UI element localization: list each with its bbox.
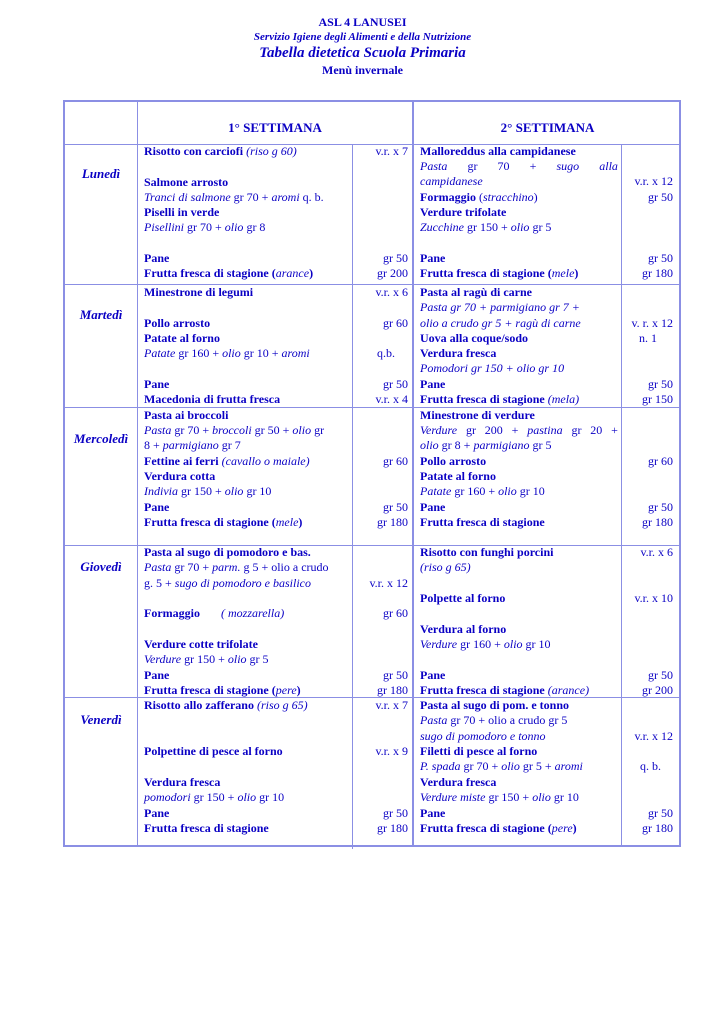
menu-item: Pane — [144, 377, 170, 391]
menu-item: Pane — [420, 668, 446, 682]
menu-item: Frutta fresca di stagione (arance) — [420, 683, 590, 697]
portion: q.b. — [377, 346, 395, 360]
ingredients: 8 + parmigiano gr 7 — [144, 438, 241, 452]
portion: v.r. x 12 — [634, 729, 673, 743]
menu-item: Uova alla coque/sodo — [420, 331, 529, 345]
portion: v.r. x 4 — [375, 392, 408, 406]
column-divider — [352, 545, 353, 697]
menu-item: Salmone arrosto — [144, 175, 229, 189]
menu-subtitle: Menù invernale — [322, 63, 403, 77]
portion: gr 200 — [642, 683, 673, 697]
menu-item: Pane — [420, 251, 446, 265]
menu-item: Malloreddus alla campidanese — [420, 144, 576, 158]
column-divider — [352, 697, 353, 849]
portion: gr 60 — [383, 454, 408, 468]
ingredients: Pisellini gr 70 + olio gr 8 — [144, 220, 266, 234]
portion: gr 60 — [383, 316, 408, 330]
menu-item: Piselli in verde — [144, 205, 220, 219]
menu-item: Verdura fresca — [420, 346, 497, 360]
portion: gr 60 — [383, 606, 408, 620]
menu-item: Patate al forno — [144, 331, 220, 345]
portion: gr 150 — [642, 392, 673, 406]
document-title: Tabella dietetica Scuola Primaria — [259, 45, 466, 61]
ingredients: Verdure miste gr 150 + olio gr 10 — [420, 790, 579, 804]
portion: gr 50 — [648, 251, 673, 265]
menu-item: Frutta fresca di stagione — [144, 821, 269, 835]
ingredients: Pomodori gr 150 + olio gr 10 — [420, 361, 565, 375]
menu-item: Polpettine di pesce al forno — [144, 744, 283, 758]
portion: gr 50 — [648, 668, 673, 682]
menu-item: Filetti di pesce al forno — [420, 744, 538, 758]
menu-item: Verdure trifolate — [420, 205, 507, 219]
menu-item: Frutta fresca di stagione (mele) — [144, 515, 303, 529]
menu-item: Pane — [420, 806, 446, 820]
org-name: ASL 4 LANUSEI — [318, 15, 407, 29]
day-wednesday: Mercoledì — [73, 431, 129, 446]
menu-item: Pasta ai broccoli — [144, 408, 229, 422]
portion: gr 50 — [383, 500, 408, 514]
menu-item: Risotto con carciofi (riso g 60) — [144, 144, 297, 158]
menu-item: Formaggio (stracchino) — [420, 190, 538, 204]
portion: v. r. x 12 — [631, 316, 673, 330]
column-divider — [137, 102, 138, 845]
menu-item: Verdura al forno — [420, 622, 507, 636]
portion: v.r. x 10 — [634, 591, 673, 605]
week-1-header: 1° SETTIMANA — [228, 120, 322, 135]
menu-item: Formaggio ( mozzarella) — [144, 606, 285, 620]
ingredients: campidanese — [420, 174, 483, 188]
column-divider — [621, 145, 622, 845]
portion: v.r. x 12 — [369, 576, 408, 590]
ingredients: (riso g 65) — [420, 560, 471, 574]
ingredients: Verdure gr 160 + olio gr 10 — [420, 637, 551, 651]
portion: gr 50 — [648, 377, 673, 391]
portion: gr 180 — [377, 683, 408, 697]
week-2-header: 2° SETTIMANA — [500, 120, 595, 135]
ingredients: Indivia gr 150 + olio gr 10 — [144, 484, 272, 498]
menu-item: Frutta fresca di stagione (arance) — [144, 266, 314, 280]
menu-item: Pane — [420, 500, 446, 514]
ingredients: Tranci di salmone gr 70 + aromi q. b. — [144, 190, 324, 204]
menu-item: Verdure cotte trifolate — [144, 637, 258, 651]
menu-item: Pasta al sugo di pom. e tonno — [420, 698, 570, 712]
portion: v.r. x 9 — [375, 744, 408, 758]
menu-item: Minestrone di verdure — [420, 408, 535, 422]
portion: gr 50 — [383, 251, 408, 265]
portion: v.r. x 7 — [375, 144, 408, 158]
portion: gr 180 — [377, 821, 408, 835]
portion: gr 50 — [383, 806, 408, 820]
column-divider — [412, 102, 414, 845]
portion: n. 1 — [639, 331, 657, 345]
ingredients: Pasta gr 70 + olio a crudo gr 5 — [420, 713, 568, 727]
ingredients: Patate gr 160 + olio gr 10 — [420, 484, 545, 498]
menu-item: Frutta fresca di stagione — [420, 515, 545, 529]
menu-item: Frutta fresca di stagione (mela) — [420, 392, 580, 406]
ingredients: Pasta gr 70 + parmigiano gr 7 + — [420, 300, 580, 314]
ingredients: olio a crudo gr 5 + ragù di carne — [420, 316, 581, 330]
menu-item: Macedonia di frutta fresca — [144, 392, 281, 406]
menu-item: Frutta fresca di stagione (mele) — [420, 266, 579, 280]
portion: gr 50 — [648, 500, 673, 514]
ingredients: Patate gr 160 + olio gr 10 + aromi — [144, 346, 310, 360]
ingredients: olio gr 8 + parmigiano gr 5 — [420, 438, 552, 452]
day-friday: Venerdì — [80, 712, 122, 727]
day-thursday: Giovedì — [80, 559, 122, 574]
ingredients: P. spada gr 70 + olio gr 5 + aromi — [420, 759, 583, 773]
ingredients: Pasta gr 70 + broccoli gr 50 + olio gr — [144, 423, 325, 437]
portion: v.r. x 6 — [640, 545, 673, 559]
ingredients: Pasta gr 70 + sugo alla — [420, 159, 618, 173]
day-tuesday: Martedì — [79, 307, 123, 322]
portion: gr 50 — [648, 806, 673, 820]
menu-item: Verdura fresca — [144, 775, 221, 789]
menu-item: Polpette al forno — [420, 591, 506, 605]
portion: v.r. x 12 — [634, 174, 673, 188]
menu-item: Pasta al ragù di carne — [420, 285, 532, 299]
service-name: Servizio Igiene degli Alimenti e della Nutrizione — [253, 31, 472, 43]
menu-item: Pane — [144, 668, 170, 682]
portion: gr 180 — [642, 266, 673, 280]
column-divider — [352, 145, 353, 284]
menu-item: Patate al forno — [420, 469, 496, 483]
menu-item: Frutta fresca di stagione (pere) — [420, 821, 577, 835]
menu-item: Pollo arrosto — [420, 454, 487, 468]
menu-item: Frutta fresca di stagione (pere) — [144, 683, 301, 697]
portion: gr 50 — [648, 190, 673, 204]
menu-item: Verdura fresca — [420, 775, 497, 789]
portion: gr 180 — [642, 515, 673, 529]
menu-table — [63, 100, 681, 847]
menu-item: Pane — [420, 377, 446, 391]
menu-item: Verdura cotta — [144, 469, 216, 483]
ingredients: sugo di pomodoro e tonno — [420, 729, 546, 743]
ingredients: Zucchine gr 150 + olio gr 5 — [420, 220, 552, 234]
column-divider — [352, 407, 353, 545]
portion: v.r. x 7 — [375, 698, 408, 712]
ingredients: Verdure gr 150 + olio gr 5 — [144, 652, 269, 666]
menu-item: Pane — [144, 806, 170, 820]
portion: gr 200 — [377, 266, 408, 280]
day-monday: Lunedì — [81, 166, 121, 181]
portion: gr 180 — [377, 515, 408, 529]
ingredients: g. 5 + sugo di pomodoro e basilico — [144, 576, 311, 590]
portion: gr 50 — [383, 377, 408, 391]
menu-item: Pane — [144, 251, 170, 265]
portion: gr 50 — [383, 668, 408, 682]
column-divider — [352, 284, 353, 407]
portion: gr 180 — [642, 821, 673, 835]
ingredients: pomodori gr 150 + olio gr 10 — [144, 790, 285, 804]
menu-item: Minestrone di legumi — [144, 285, 254, 299]
menu-item: Pasta al sugo di pomodoro e bas. — [144, 545, 311, 559]
menu-item: Fettine ai ferri (cavallo o maiale) — [144, 454, 310, 468]
menu-item: Risotto allo zafferano (riso g 65) — [144, 698, 308, 712]
menu-item: Pollo arrosto — [144, 316, 211, 330]
ingredients: Pasta gr 70 + parm. g 5 + olio a crudo — [144, 560, 329, 574]
menu-item: Pane — [144, 500, 170, 514]
portion: gr 60 — [648, 454, 673, 468]
portion: v.r. x 6 — [375, 285, 408, 299]
menu-item: Risotto con funghi porcini — [420, 545, 554, 559]
ingredients: Verdure gr 200 + pastina gr 20 + — [420, 423, 618, 437]
portion: q. b. — [640, 759, 661, 773]
